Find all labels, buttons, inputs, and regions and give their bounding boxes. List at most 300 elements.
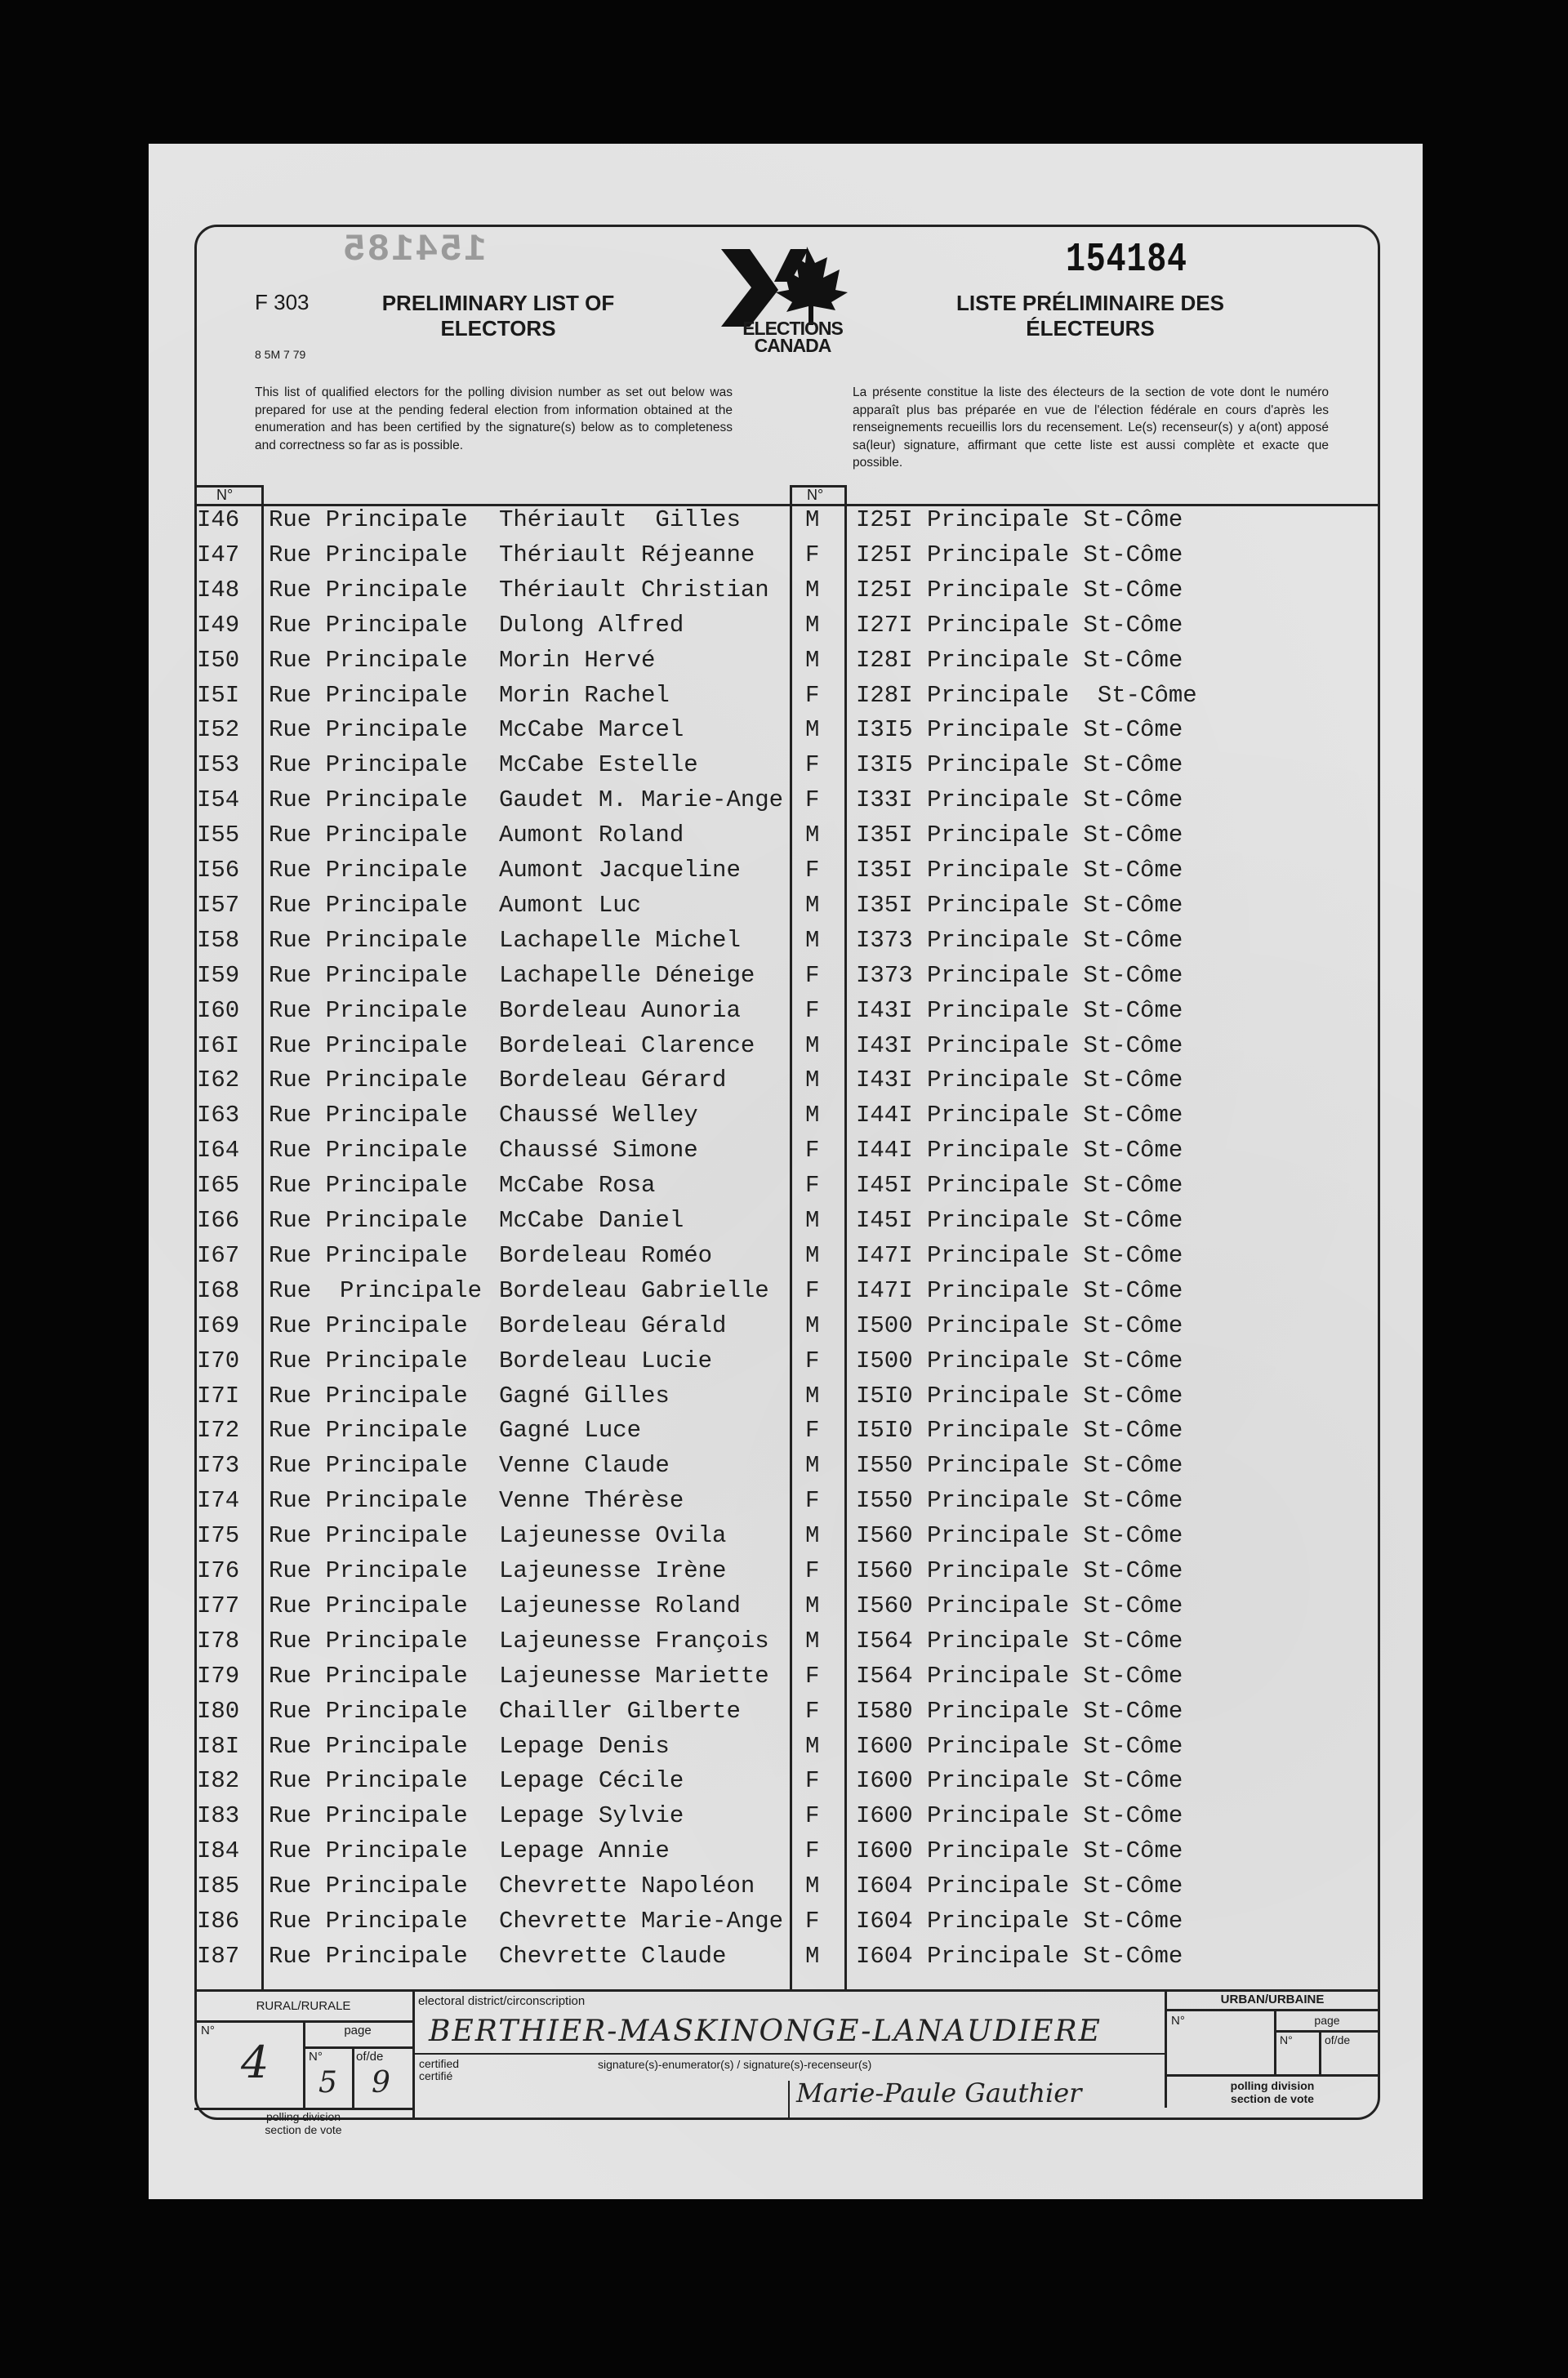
urban-page-no-label: N°: [1280, 2033, 1293, 2046]
street: Rue Principale: [269, 1837, 468, 1865]
elector-name: Lajeunesse François: [499, 1627, 769, 1654]
elector-number: I73: [197, 1452, 240, 1480]
title-en-line2: ELECTORS: [440, 316, 556, 341]
elector-name: Gagné Gilles: [499, 1382, 670, 1409]
sex: F: [805, 1172, 820, 1200]
address: I550 Principale St-Côme: [856, 1452, 1183, 1480]
intro-paragraph-fr: La présente constitue la liste des électeurs de la section de vote dont le numéro apparaît plus bas préparée en vue de l'élection fédérale en cours d'après les renseignements recueillis lors du recensement. Le(s) recenseur(s) y a(ont) apposé sa(leur) signature, affirmant que cette liste est aussi complète et exacte que possible.: [853, 385, 1329, 470]
elector-name: Morin Rachel: [499, 681, 670, 709]
sex: M: [805, 1241, 820, 1269]
electoral-district-value: BERTHIER-MASKINONGE-LANAUDIERE: [429, 2015, 1102, 2048]
table-row: [197, 1277, 1373, 1312]
table-row: [197, 1137, 1373, 1172]
sex: M: [805, 1873, 820, 1900]
certified-label: [419, 2058, 459, 2082]
sex: F: [805, 961, 820, 989]
sex: F: [805, 541, 820, 568]
elector-name: Venne Thérèse: [499, 1487, 684, 1515]
table-row: [197, 1733, 1373, 1768]
logo-text-canada: CANADA: [754, 335, 831, 356]
elector-number: I67: [197, 1241, 240, 1269]
table-row: [197, 1592, 1373, 1628]
address: I47I Principale St-Côme: [856, 1241, 1183, 1269]
elector-name: Chevrette Marie-Ange: [499, 1908, 784, 1935]
street: Rue Principale: [269, 1662, 468, 1690]
elector-name: Thériault Gilles: [499, 506, 741, 533]
serial-number: 154184: [1066, 237, 1187, 283]
street: Rue Principale: [269, 1557, 468, 1584]
elector-number: I64: [197, 1137, 240, 1165]
elector-number: I52: [197, 716, 240, 744]
table-row: [197, 1242, 1373, 1277]
address: I45I Principale St-Côme: [856, 1207, 1183, 1234]
sex: M: [805, 1942, 820, 1970]
elector-name: Bordeleai Clarence: [499, 1031, 755, 1059]
street: Rue Principale: [269, 1102, 468, 1129]
elector-name: Chailler Gilberte: [499, 1697, 741, 1725]
elector-name: Chevrette Claude: [499, 1942, 727, 1970]
address: I550 Principale St-Côme: [856, 1487, 1183, 1515]
elector-number: I79: [197, 1662, 240, 1690]
street: Rue Principale: [269, 1067, 468, 1094]
logo-text-elections: ELECTIONS: [742, 318, 843, 339]
sex: F: [805, 786, 820, 814]
sex: F: [805, 751, 820, 779]
address: I564 Principale St-Côme: [856, 1627, 1183, 1654]
electoral-district-label: electoral district/circonscription: [418, 1994, 586, 2008]
street: Rue Principale: [269, 857, 468, 884]
urban-polling-line: [1165, 2074, 1380, 2077]
address: I44I Principale St-Côme: [856, 1137, 1183, 1165]
address: I604 Principale St-Côme: [856, 1908, 1183, 1935]
table-row: [197, 892, 1373, 927]
table-row: [197, 1522, 1373, 1557]
table-row: [197, 1767, 1373, 1802]
elector-number: I55: [197, 822, 240, 849]
street: Rue Principale: [269, 1802, 468, 1830]
elector-number: I48: [197, 576, 240, 603]
street: Rue Principale: [269, 1942, 468, 1970]
elector-number: I50: [197, 646, 240, 674]
table-row: [197, 1102, 1373, 1137]
table-row: [197, 1943, 1373, 1978]
table-row: [197, 1698, 1373, 1733]
title-en-line1: PRELIMINARY LIST OF: [381, 291, 615, 315]
sex: M: [805, 1732, 820, 1760]
polling-division-number: 4: [241, 2037, 270, 2088]
sex: F: [805, 1767, 820, 1795]
elector-number: I74: [197, 1487, 240, 1515]
street: Rue Principale: [269, 646, 468, 674]
table-row: [197, 1347, 1373, 1383]
table-row: [197, 1837, 1373, 1873]
table-row: [197, 577, 1373, 612]
table-row: [197, 1452, 1373, 1487]
column-header-no-left: N°: [216, 487, 234, 503]
table-row: [197, 1032, 1373, 1067]
elector-number: I75: [197, 1522, 240, 1550]
page-divider: [352, 2046, 354, 2109]
urban-polling-division-label: [1165, 2079, 1380, 2105]
sex: F: [805, 1557, 820, 1584]
table-row: [197, 612, 1373, 647]
urban-label-line: [1165, 2009, 1380, 2011]
address: I43I Principale St-Côme: [856, 996, 1183, 1024]
sex: M: [805, 1522, 820, 1550]
elector-name: Lepage Sylvie: [499, 1802, 684, 1830]
sex: M: [805, 716, 820, 744]
table-row: [197, 506, 1373, 541]
street: Rue Principale: [269, 1767, 468, 1795]
enumerator-signature: Marie-Paule Gauthier: [796, 2077, 1082, 2109]
elector-number: I84: [197, 1837, 240, 1865]
polling-division-label-en: polling division: [265, 2110, 341, 2123]
address: I35I Principale St-Côme: [856, 891, 1183, 919]
signature-divider: [788, 2081, 790, 2120]
title-en: [351, 291, 645, 341]
urban-page-label: page: [1314, 2014, 1340, 2027]
elector-name: Lajeunesse Irène: [499, 1557, 727, 1584]
address: I5I0 Principale St-Côme: [856, 1417, 1183, 1445]
address: I600 Principale St-Côme: [856, 1837, 1183, 1865]
street: Rue Principale: [269, 1207, 468, 1234]
elector-name: Bordeleau Lucie: [499, 1347, 713, 1374]
address: I600 Principale St-Côme: [856, 1732, 1183, 1760]
rural-no-label: N°: [201, 2024, 215, 2037]
street: Rue Principale: [269, 1522, 468, 1550]
polling-division-label-fr: section de vote: [265, 2123, 342, 2136]
address: I604 Principale St-Côme: [856, 1942, 1183, 1970]
sex: M: [805, 1207, 820, 1234]
elector-name: Venne Claude: [499, 1452, 670, 1480]
address: I28I Principale St-Côme: [856, 646, 1183, 674]
sex: F: [805, 1487, 820, 1515]
elector-name: McCabe Marcel: [499, 716, 684, 744]
elector-name: Bordeleau Roméo: [499, 1241, 713, 1269]
street: Rue Principale: [269, 1382, 468, 1409]
street: Rue Principale: [269, 1908, 468, 1935]
table-row: [197, 1487, 1373, 1522]
address: I560 Principale St-Côme: [856, 1557, 1183, 1584]
elector-number: I60: [197, 996, 240, 1024]
elector-number: I8I: [197, 1732, 240, 1760]
table-row: [197, 716, 1373, 751]
elector-number: I76: [197, 1557, 240, 1584]
street: Rue Principale: [269, 1487, 468, 1515]
elector-name: McCabe Rosa: [499, 1172, 656, 1200]
table-row: [197, 1383, 1373, 1418]
print-code: 8 5M 7 79: [255, 348, 306, 361]
address: I373 Principale St-Côme: [856, 926, 1183, 954]
page-label-line: [303, 2046, 412, 2049]
elector-name: Gagné Luce: [499, 1417, 642, 1445]
table-row: [197, 927, 1373, 962]
street: Rue Principale: [269, 1347, 468, 1374]
elector-name: Aumont Jacqueline: [499, 857, 741, 884]
address: I47I Principale St-Côme: [856, 1276, 1183, 1304]
street: Rue Principale: [269, 506, 468, 533]
street: Rue Principale: [269, 1241, 468, 1269]
elector-number: I69: [197, 1311, 240, 1339]
elector-name: Lepage Annie: [499, 1837, 670, 1865]
street: Rue Principale: [269, 1276, 483, 1304]
elector-number: I85: [197, 1873, 240, 1900]
address: I45I Principale St-Côme: [856, 1172, 1183, 1200]
sex: M: [805, 926, 820, 954]
address: I604 Principale St-Côme: [856, 1873, 1183, 1900]
sex: M: [805, 1452, 820, 1480]
table-row: [197, 1417, 1373, 1452]
footer-divider-left: [412, 1989, 415, 2120]
elector-number: I5I: [197, 681, 240, 709]
street: Rue Principale: [269, 1873, 468, 1900]
address: I560 Principale St-Côme: [856, 1522, 1183, 1550]
address: I35I Principale St-Côme: [856, 857, 1183, 884]
elector-name: Lajeunesse Ovila: [499, 1522, 727, 1550]
form-number: F 303: [255, 290, 310, 314]
street: Rue Principale: [269, 1311, 468, 1339]
elector-number: I68: [197, 1276, 240, 1304]
address: I600 Principale St-Côme: [856, 1802, 1183, 1830]
page-number: 5: [318, 2066, 337, 2100]
address: I44I Principale St-Côme: [856, 1102, 1183, 1129]
address: I5I0 Principale St-Côme: [856, 1382, 1183, 1409]
address: I33I Principale St-Côme: [856, 786, 1183, 814]
sex: M: [805, 611, 820, 639]
urban-polling-division-en: polling division: [1230, 2079, 1315, 2092]
page-no-label: N°: [309, 2050, 323, 2064]
sex: M: [805, 1102, 820, 1129]
elector-number: I78: [197, 1627, 240, 1654]
street: Rue Principale: [269, 1732, 468, 1760]
elector-number: I65: [197, 1172, 240, 1200]
elector-number: I6I: [197, 1031, 240, 1059]
table-row: [197, 1067, 1373, 1102]
address: I25I Principale St-Côme: [856, 506, 1183, 533]
address: I25I Principale St-Côme: [856, 541, 1183, 568]
address: I500 Principale St-Côme: [856, 1311, 1183, 1339]
street: Rue Principale: [269, 541, 468, 568]
urban-no-label: N°: [1171, 2014, 1185, 2028]
table-row: [197, 1908, 1373, 1943]
elector-name: Bordeleau Gabrielle: [499, 1276, 769, 1304]
sex: F: [805, 1137, 820, 1165]
sex: M: [805, 646, 820, 674]
elector-name: Morin Hervé: [499, 646, 656, 674]
street: Rue Principale: [269, 681, 468, 709]
elector-number: I58: [197, 926, 240, 954]
signature-label: signature(s)-enumerator(s) / signature(s)-recenseur(s): [598, 2058, 872, 2071]
table-row: [197, 541, 1373, 577]
sex: M: [805, 1031, 820, 1059]
district-underline: [412, 2053, 1165, 2055]
elector-number: I53: [197, 751, 240, 779]
address: I560 Principale St-Côme: [856, 1592, 1183, 1619]
certified-fr: certifié: [419, 2069, 453, 2082]
urban-label: URBAN/URBAINE: [1220, 1993, 1325, 2006]
polling-division-label: [194, 2110, 412, 2136]
street: Rue Principale: [269, 926, 468, 954]
table-row: [197, 997, 1373, 1032]
elector-name: Bordeleau Aunoria: [499, 996, 741, 1024]
street: Rue Principale: [269, 996, 468, 1024]
address: I600 Principale St-Côme: [856, 1767, 1183, 1795]
sex: M: [805, 1382, 820, 1409]
urban-polling-division-fr: section de vote: [1231, 2092, 1314, 2105]
title-fr-line1: LISTE PRÉLIMINAIRE DES: [956, 291, 1224, 315]
elector-name: Lachapelle Déneige: [499, 961, 755, 989]
sex: F: [805, 1347, 820, 1374]
elector-number: I87: [197, 1942, 240, 1970]
elector-number: I63: [197, 1102, 240, 1129]
intro-paragraph-en: This list of qualified electors for the polling division number as set out below was prepared for use at the pending federal election from information obtained at the enumeration and has been certified by the signature(s) below as to completeness and correctness so far as is possible.: [255, 385, 733, 452]
address: I3I5 Principale St-Côme: [856, 751, 1183, 779]
elector-number: I66: [197, 1207, 240, 1234]
sex: M: [805, 1627, 820, 1654]
table-row: [197, 1802, 1373, 1837]
street: Rue Principale: [269, 891, 468, 919]
elector-number: I7I: [197, 1382, 240, 1409]
street: Rue Principale: [269, 611, 468, 639]
sex: F: [805, 1697, 820, 1725]
address: I28I Principale St-Côme: [856, 681, 1197, 709]
address: I373 Principale St-Côme: [856, 961, 1183, 989]
urban-page-divider: [1319, 2030, 1321, 2074]
table-row: [197, 1172, 1373, 1207]
address: I3I5 Principale St-Côme: [856, 716, 1183, 744]
street: Rue Principale: [269, 822, 468, 849]
address: I43I Principale St-Côme: [856, 1067, 1183, 1094]
street: Rue Principale: [269, 1627, 468, 1654]
street: Rue Principale: [269, 1137, 468, 1165]
elector-number: I82: [197, 1767, 240, 1795]
elector-name: Bordeleau Gérard: [499, 1067, 727, 1094]
elector-number: I56: [197, 857, 240, 884]
address: I580 Principale St-Côme: [856, 1697, 1183, 1725]
elector-name: Bordeleau Gérald: [499, 1311, 727, 1339]
elector-name: Aumont Luc: [499, 891, 642, 919]
sex: F: [805, 1837, 820, 1865]
elector-number: I80: [197, 1697, 240, 1725]
sex: M: [805, 822, 820, 849]
elector-number: I46: [197, 506, 240, 533]
maple-leaf-x-icon: [717, 245, 868, 327]
elector-number: I86: [197, 1908, 240, 1935]
street: Rue Principale: [269, 751, 468, 779]
street: Rue Principale: [269, 1172, 468, 1200]
urban-page-of-label: of/de: [1325, 2033, 1351, 2046]
elector-number: I70: [197, 1347, 240, 1374]
table-row: [197, 857, 1373, 892]
address: I43I Principale St-Côme: [856, 1031, 1183, 1059]
elector-name: Lajeunesse Roland: [499, 1592, 741, 1619]
elector-name: Thériault Réjeanne: [499, 541, 755, 568]
table-row: [197, 822, 1373, 857]
certified-en: certified: [419, 2057, 460, 2070]
sex: F: [805, 681, 820, 709]
elections-canada-logo: [717, 245, 868, 359]
footer-top-line: [194, 1989, 1380, 1992]
elector-number: I62: [197, 1067, 240, 1094]
sex: F: [805, 857, 820, 884]
elector-number: I77: [197, 1592, 240, 1619]
table-row: [197, 786, 1373, 822]
address: I35I Principale St-Côme: [856, 822, 1183, 849]
page-total: 9: [372, 2066, 390, 2100]
elector-name: Lepage Cécile: [499, 1767, 684, 1795]
elector-number: I47: [197, 541, 240, 568]
page-of-label: of/de: [356, 2050, 384, 2064]
urban-page-line: [1274, 2030, 1380, 2033]
elector-name: Dulong Alfred: [499, 611, 684, 639]
elector-name: Chaussé Simone: [499, 1137, 698, 1165]
title-fr-line2: ÉLECTEURS: [1026, 316, 1155, 341]
sex: F: [805, 1908, 820, 1935]
sex: M: [805, 1067, 820, 1094]
elector-number: I57: [197, 891, 240, 919]
street: Rue Principale: [269, 1031, 468, 1059]
title-fr: [931, 291, 1250, 341]
sex: M: [805, 576, 820, 603]
elector-name: Gaudet M. Marie-Ange: [499, 786, 784, 814]
table-row: [197, 1873, 1373, 1908]
elector-number: I72: [197, 1417, 240, 1445]
elector-name: McCabe Estelle: [499, 751, 698, 779]
sex: F: [805, 996, 820, 1024]
sex: F: [805, 1276, 820, 1304]
elector-number: I83: [197, 1802, 240, 1830]
table-row: [197, 682, 1373, 717]
table-row: [197, 962, 1373, 997]
street: Rue Principale: [269, 576, 468, 603]
street: Rue Principale: [269, 1697, 468, 1725]
sex: M: [805, 1311, 820, 1339]
elector-name: Chaussé Welley: [499, 1102, 698, 1129]
elector-name: Lepage Denis: [499, 1732, 670, 1760]
table-row: [197, 1663, 1373, 1698]
column-header-no-right: N°: [807, 487, 824, 503]
rural-page-label: page: [344, 2024, 372, 2037]
street: Rue Principale: [269, 961, 468, 989]
elector-name: Thériault Christian: [499, 576, 769, 603]
address: I500 Principale St-Côme: [856, 1347, 1183, 1374]
faint-stamp-number: 154185: [341, 229, 487, 271]
elector-name: Lachapelle Michel: [499, 926, 741, 954]
table-row: [197, 647, 1373, 682]
street: Rue Principale: [269, 1592, 468, 1619]
street: Rue Principale: [269, 716, 468, 744]
street: Rue Principale: [269, 1417, 468, 1445]
table-row: [197, 1557, 1373, 1592]
sex: F: [805, 1662, 820, 1690]
sex: M: [805, 506, 820, 533]
table-row: [197, 1207, 1373, 1242]
street: Rue Principale: [269, 786, 468, 814]
elector-number: I49: [197, 611, 240, 639]
rural-label: RURAL/RURALE: [256, 1999, 351, 2013]
elector-name: Aumont Roland: [499, 822, 684, 849]
address: I564 Principale St-Côme: [856, 1662, 1183, 1690]
sex: F: [805, 1417, 820, 1445]
table-row: [197, 751, 1373, 786]
address: I27I Principale St-Côme: [856, 611, 1183, 639]
table-row: [197, 1628, 1373, 1663]
elector-name: McCabe Daniel: [499, 1207, 684, 1234]
elector-name: Chevrette Napoléon: [499, 1873, 755, 1900]
address: I25I Principale St-Côme: [856, 576, 1183, 603]
elector-name: Lajeunesse Mariette: [499, 1662, 769, 1690]
elector-number: I54: [197, 786, 240, 814]
